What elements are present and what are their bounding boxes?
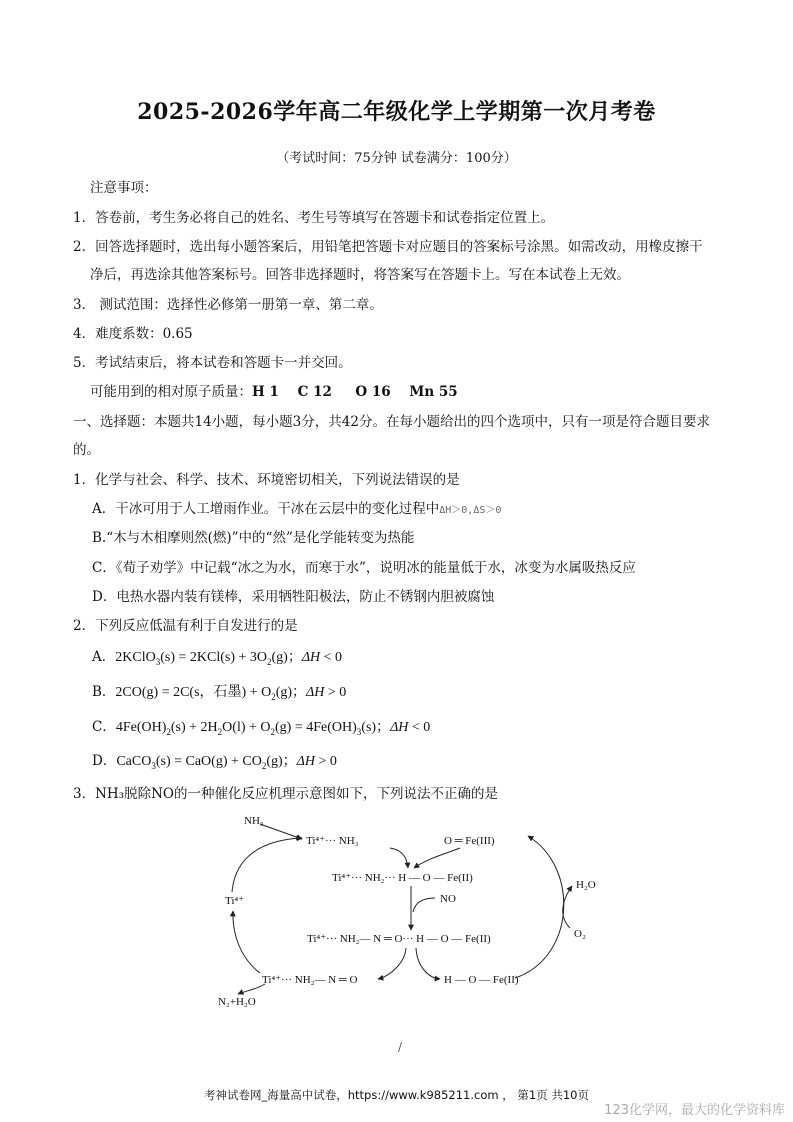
arrow-ti4-to-ti-nh3 xyxy=(232,838,302,892)
diagram-fe3: O ═ Fe(III) xyxy=(444,835,495,847)
arrow-to-h-o-fe2 xyxy=(416,948,440,979)
q1-option-c: C．《荀子劝学》中记载“冰之为水，而寒于水”，说明冰的能量低于水，冰变为水属吸热反应 xyxy=(92,560,636,576)
q2-option-c xyxy=(92,715,430,737)
arrow-ti-nh3-to-complex xyxy=(390,848,408,868)
diagram-h-o-fe2: H — O — Fe(II) xyxy=(444,974,519,986)
q1-option-a xyxy=(92,497,501,517)
watermark: 123化学网，最大的化学资料库 xyxy=(604,1103,785,1118)
q2-stem: 2．下列反应低温有利于自发进行的是 xyxy=(73,618,298,634)
diagram-nh3-input: NH₃ xyxy=(244,815,264,827)
diagram-ti-nh2-n-o: Ti⁴⁺··· NH₂— N ═ O xyxy=(262,974,358,986)
atomic-mass-values: H 1 C 12 O 16 Mn 55 xyxy=(252,384,458,400)
q2-option-a-label: A． xyxy=(92,649,116,665)
q2-option-c-label: C． xyxy=(92,719,116,735)
note-2-line-2: 净后，再选涂其他答案标号。回答非选择题时，将答案写在答题卡上。写在本试卷上无效。 xyxy=(90,267,630,283)
q2-option-b-label: B． xyxy=(92,684,116,700)
arrow-nh3-to-ti xyxy=(260,824,302,839)
q2-option-d xyxy=(92,749,337,771)
arrow-fe2-to-fe3 xyxy=(515,836,564,978)
arrow-no-join xyxy=(413,898,435,912)
arrow-fe3-to-complex xyxy=(414,848,460,868)
page-footer: 考神试卷网_海量高中试卷，https://www.k985211.com ， 第1页 共10页 xyxy=(204,1088,589,1102)
notes-heading: 注意事项： xyxy=(90,180,158,196)
diagram-ti-nh2-n-o-h-o-fe2: Ti⁴⁺··· NH₂— N ═ O··· H — O — Fe(II) xyxy=(307,933,491,945)
section-heading-line-1: 一、选择题：本题共14小题，每小题3分，共42分。在每小题给出的四个选项中，只有一项是符合题目要求 xyxy=(73,414,710,430)
page-title: 2025-2026学年高二年级化学上学期第一次月考卷 xyxy=(137,99,656,125)
note-4: 4．难度系数：0.65 xyxy=(73,326,193,342)
q2-option-d-label: D． xyxy=(92,753,117,769)
atomic-mass-line xyxy=(90,380,458,400)
diagram-n2-h2o-output: N₂+H₂O xyxy=(218,996,256,1008)
page-mark: / xyxy=(398,1040,403,1054)
diagram-ti-nh2-h-o-fe2: Ti⁴⁺··· NH₂··· H — O — Fe(II) xyxy=(332,872,473,884)
arrow-to-ti-nno xyxy=(378,948,406,979)
note-1: 1．答卷前，考生务必将自己的姓名、考生号等填写在答题卡和试卷指定位置上。 xyxy=(73,210,555,226)
atomic-mass-label: 可能用到的相对原子质量： xyxy=(90,384,252,400)
q1-option-b: B.“木与木相摩则然(燃)”中的“然”是化学能转变为热能 xyxy=(92,530,415,546)
diagram-h2o-output: H₂O xyxy=(576,879,596,891)
q1-option-a-text: A．干冰可用于人工增雨作业。干冰在云层中的变化过程中 xyxy=(92,501,440,517)
q2-option-a xyxy=(92,645,342,667)
q2-option-a-equation: 2KClO$_3$(s) = $2KCl(s) + 3O_2(g)$；ΔH < 0 xyxy=(115,650,343,667)
q3-stem: 3．NH₃脱除NO的一种催化反应机理示意图如下，下列说法不正确的是 xyxy=(73,786,498,802)
diagram-no-input: NO xyxy=(440,893,456,905)
section-heading-line-2: 的。 xyxy=(73,442,100,458)
reaction-mechanism-diagram xyxy=(210,808,610,1013)
note-5: 5．考试结束后，将本试卷和答题卡一并交回。 xyxy=(73,355,352,371)
q2-option-b xyxy=(92,680,346,702)
q1-stem: 1．化学与社会、科学、技术、环境密切相关，下列说法错误的是 xyxy=(73,472,460,488)
note-2-line-1: 2．回答选择题时，选出每小题答案后，用铅笔把答题卡对应题目的答案标号涂黑。如需改动，用橡皮擦干 xyxy=(73,239,703,255)
q1-option-d: D．电热水器内装有镁棒，采用牺牲阳极法，防止不锈钢内胆被腐蚀 xyxy=(92,589,495,605)
diagram-ti-nh3: Ti⁴⁺··· NH₃ xyxy=(306,835,359,847)
q2-option-b-equation: 2CO(g) = 2C(s，石墨) + $O_2(g)$；ΔH > 0 xyxy=(115,685,347,702)
diagram-ti4: Ti⁴⁺ xyxy=(225,895,245,907)
q1-option-a-formula: ΔH＞0,ΔS＞0 xyxy=(439,505,502,516)
exam-info: （考试时间：75分钟 试卷满分：100分） xyxy=(276,151,517,166)
diagram-o2-input: O₂ xyxy=(574,928,586,940)
arrow-ti-nno-to-ti4 xyxy=(233,911,260,973)
q2-option-c-equation: $4Fe(OH)_2(s) + 2H_2O(l) + O_2(g) = 4Fe(OH)_3(s)$；ΔH < 0 xyxy=(115,720,431,737)
q2-option-d-equation: CaCO$_3$(s) = $CaO(g) + CO_2(g)$；ΔH > 0 xyxy=(116,754,337,771)
arrow-to-n2-h2o xyxy=(238,984,265,994)
note-3: 3． 测试范围：选择性必修第一册第一章、第二章。 xyxy=(73,297,383,313)
